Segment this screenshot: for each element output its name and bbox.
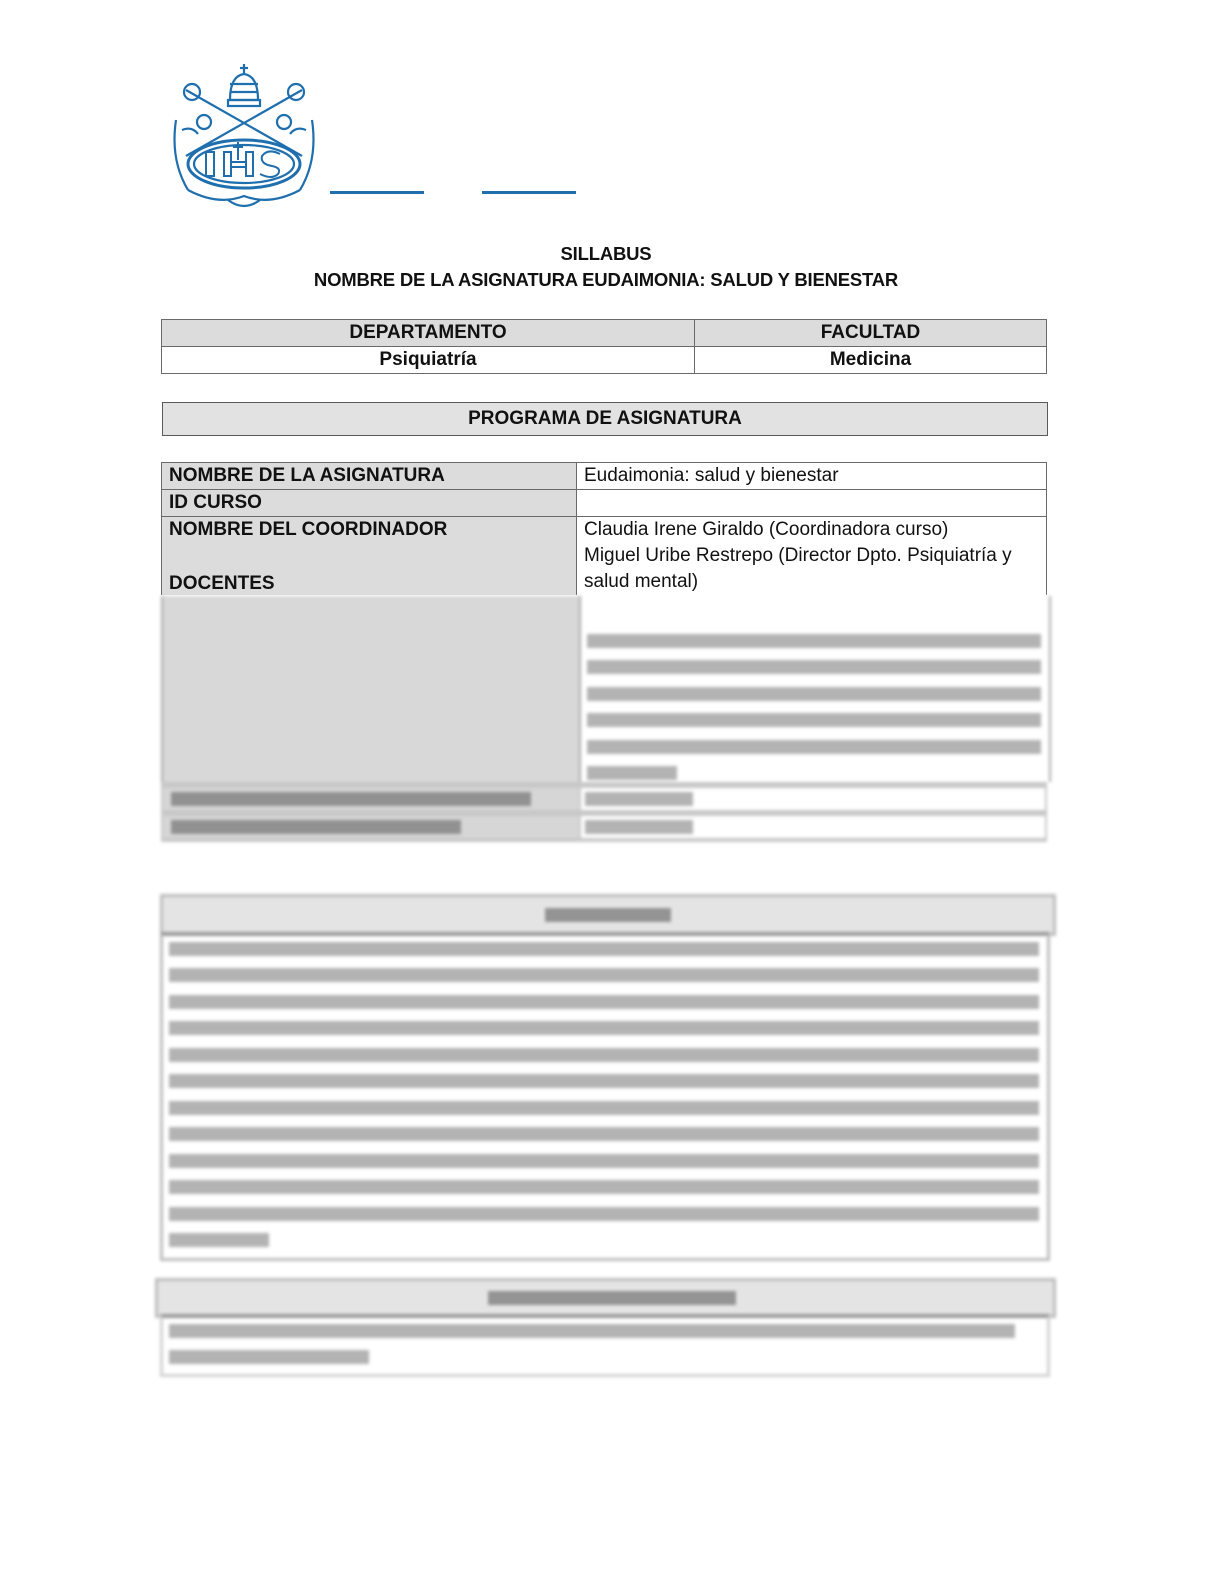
department-value: Psiquiatría bbox=[162, 347, 695, 374]
department-faculty-table bbox=[161, 319, 1047, 374]
table-row bbox=[162, 463, 1047, 490]
program-heading: PROGRAMA DE ASIGNATURA bbox=[162, 402, 1048, 436]
course-name-title: NOMBRE DE LA ASIGNATURA EUDAIMONIA: SALUD Y BIENESTAR bbox=[313, 269, 899, 290]
university-crest-logo bbox=[168, 60, 320, 212]
course-info-table bbox=[161, 462, 1047, 595]
table-row bbox=[162, 517, 1047, 596]
header-rule-left bbox=[330, 191, 424, 194]
course-name-label: NOMBRE DE LA ASIGNATURA bbox=[162, 463, 577, 490]
coordinator-label: NOMBRE DEL COORDINADOR bbox=[169, 519, 448, 540]
faculty-value: Medicina bbox=[695, 347, 1047, 374]
coordinator-teachers-value-cell bbox=[577, 517, 1047, 596]
redacted-objectives-body bbox=[160, 1314, 1050, 1377]
table-row bbox=[162, 490, 1047, 517]
redacted-description-body bbox=[160, 932, 1050, 1261]
redacted-rows bbox=[161, 782, 1047, 842]
coordinator-value: Claudia Irene Giraldo (Coordinadora curso) bbox=[584, 519, 949, 540]
coordinator-teachers-label-cell bbox=[162, 517, 577, 596]
course-id-label: ID CURSO bbox=[162, 490, 577, 517]
redacted-label-cell bbox=[161, 596, 581, 782]
teachers-value: Miguel Uribe Restrepo (Director Dpto. Psiquiatría y salud mental) bbox=[584, 545, 1012, 592]
department-header: DEPARTAMENTO bbox=[162, 320, 695, 347]
teachers-label: DOCENTES bbox=[169, 573, 275, 594]
redacted-section-heading-1 bbox=[160, 894, 1056, 936]
course-id-value bbox=[577, 490, 1047, 517]
header-rule-right bbox=[482, 191, 576, 194]
redacted-section-heading-2 bbox=[155, 1278, 1056, 1318]
redacted-teachers-cell bbox=[579, 596, 1051, 782]
course-name-value: Eudaimonia: salud y bienestar bbox=[577, 463, 1047, 490]
redacted-content bbox=[0, 596, 1224, 1396]
document-title: SILLABUS bbox=[560, 243, 652, 264]
faculty-header: FACULTAD bbox=[695, 320, 1047, 347]
